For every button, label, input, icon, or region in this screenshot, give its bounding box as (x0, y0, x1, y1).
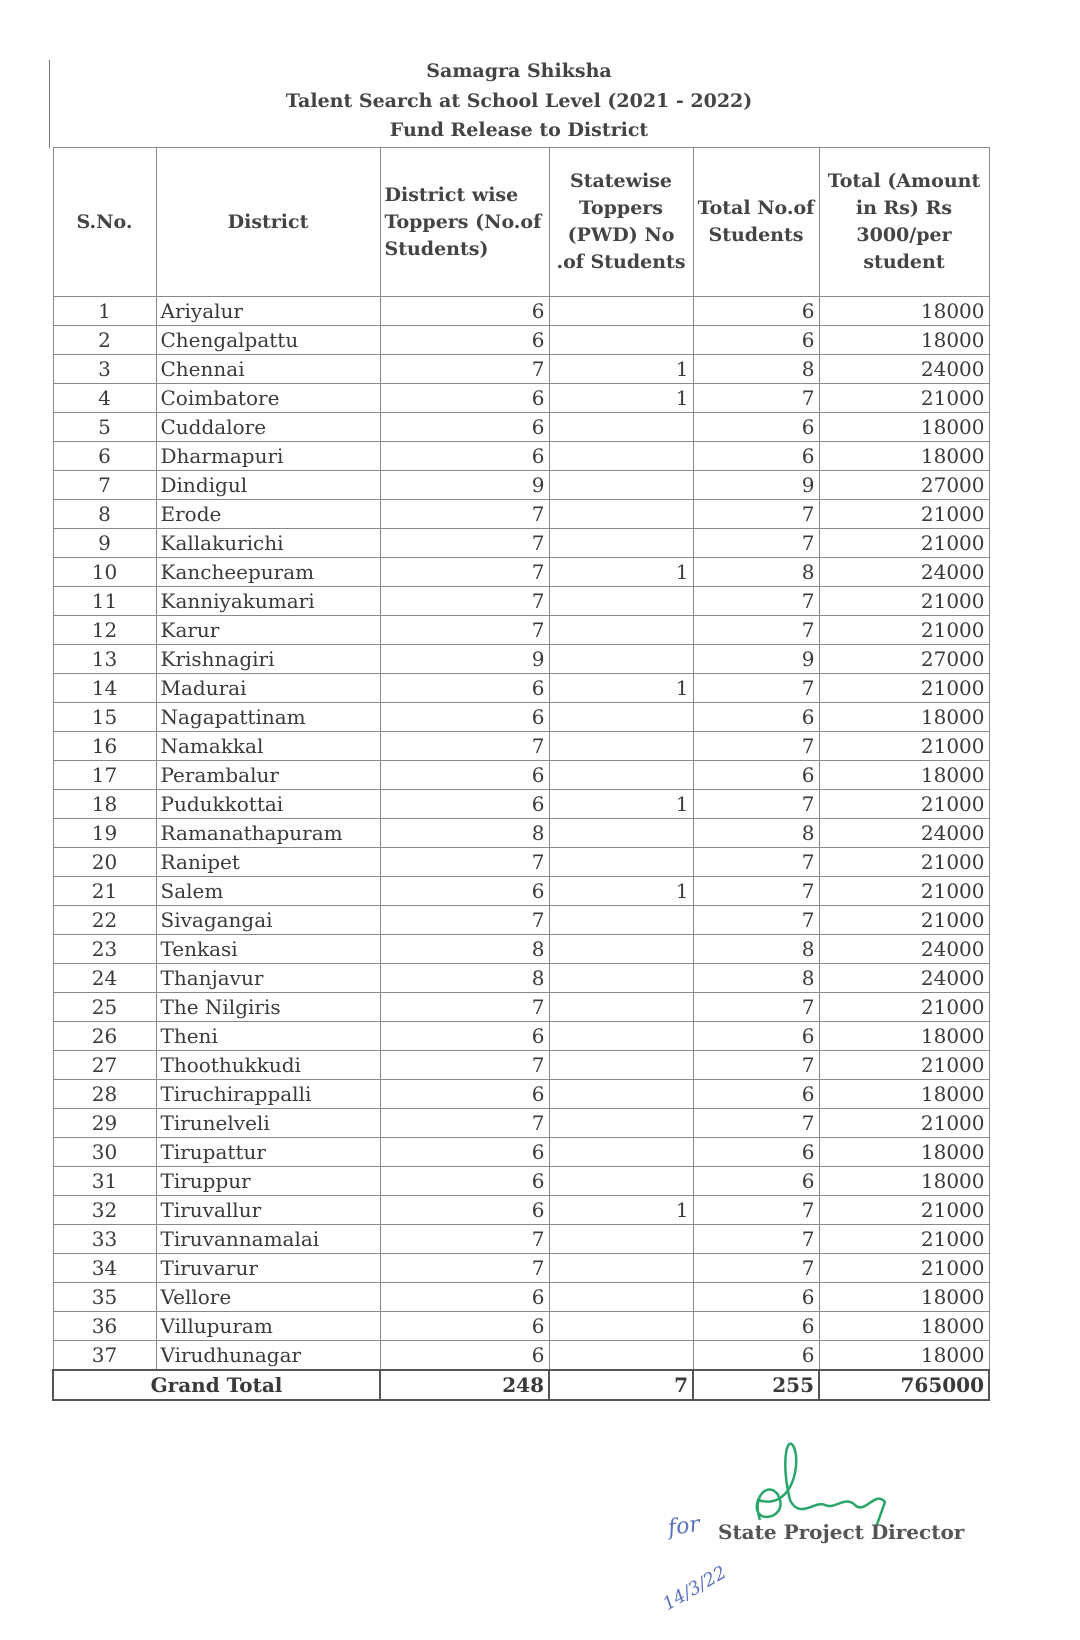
row-amount: 24000 (819, 964, 989, 993)
row-district: Tenkasi (156, 935, 380, 964)
row-total-students: 6 (693, 1022, 819, 1051)
row-amount: 27000 (819, 645, 989, 674)
row-sno: 9 (53, 529, 156, 558)
table-row (53, 355, 989, 384)
row-amount: 18000 (819, 703, 989, 732)
table-row (53, 1022, 989, 1051)
row-statewise-toppers (549, 819, 693, 848)
table-row (53, 1312, 989, 1341)
row-district-toppers: 6 (380, 1022, 549, 1051)
col-total-amount: Total (Amount in Rs) Rs 3000/per student (819, 148, 989, 297)
row-amount: 21000 (819, 1051, 989, 1080)
row-district: Krishnagiri (156, 645, 380, 674)
row-district: Kanniyakumari (156, 587, 380, 616)
row-statewise-toppers (549, 1312, 693, 1341)
row-amount: 21000 (819, 1225, 989, 1254)
row-statewise-toppers (549, 703, 693, 732)
table-row (53, 326, 989, 355)
row-amount: 18000 (819, 297, 989, 326)
row-statewise-toppers (549, 1109, 693, 1138)
row-amount: 21000 (819, 500, 989, 529)
report-title: Fund Release to District (389, 119, 649, 141)
table-row (53, 1138, 989, 1167)
table-row (53, 703, 989, 732)
row-statewise-toppers (549, 587, 693, 616)
row-sno: 14 (53, 674, 156, 703)
row-total-students: 7 (693, 848, 819, 877)
row-statewise-toppers (549, 906, 693, 935)
row-district-toppers: 6 (380, 384, 549, 413)
row-sno: 32 (53, 1196, 156, 1225)
row-total-students: 7 (693, 1196, 819, 1225)
row-district: Tirunelveli (156, 1109, 380, 1138)
row-sno: 3 (53, 355, 156, 384)
row-district: Namakkal (156, 732, 380, 761)
table-row (53, 1080, 989, 1109)
grand-total-amount: 765000 (819, 1370, 989, 1400)
table-row (53, 674, 989, 703)
row-district-toppers: 6 (380, 442, 549, 471)
row-total-students: 6 (693, 1341, 819, 1371)
row-district: Karur (156, 616, 380, 645)
row-total-students: 7 (693, 906, 819, 935)
table-header-row (53, 148, 989, 297)
row-sno: 28 (53, 1080, 156, 1109)
row-total-students: 7 (693, 790, 819, 819)
row-total-students: 8 (693, 819, 819, 848)
handwritten-date: 14/3/22 (659, 1562, 730, 1615)
row-sno: 23 (53, 935, 156, 964)
table-row (53, 935, 989, 964)
row-total-students: 6 (693, 703, 819, 732)
table-row (53, 877, 989, 906)
table-row (53, 471, 989, 500)
table-row (53, 906, 989, 935)
row-statewise-toppers (549, 935, 693, 964)
row-district: Salem (156, 877, 380, 906)
signatory-designation: State Project Director (718, 1520, 965, 1544)
grand-total-label: Grand Total (53, 1370, 380, 1400)
table-row (53, 993, 989, 1022)
grand-total-row (53, 1370, 989, 1400)
row-total-students: 8 (693, 964, 819, 993)
row-sno: 29 (53, 1109, 156, 1138)
row-sno: 5 (53, 413, 156, 442)
row-amount: 18000 (819, 1022, 989, 1051)
row-amount: 21000 (819, 993, 989, 1022)
row-amount: 21000 (819, 732, 989, 761)
row-statewise-toppers: 1 (549, 1196, 693, 1225)
row-district-toppers: 6 (380, 1080, 549, 1109)
row-total-students: 7 (693, 500, 819, 529)
row-statewise-toppers (549, 1138, 693, 1167)
table-row (53, 1283, 989, 1312)
col-total-students: Total No.of Students (693, 148, 819, 297)
row-district: Tiruvallur (156, 1196, 380, 1225)
row-total-students: 6 (693, 1283, 819, 1312)
row-total-students: 6 (693, 761, 819, 790)
row-total-students: 7 (693, 1051, 819, 1080)
row-district-toppers: 6 (380, 703, 549, 732)
row-total-students: 9 (693, 471, 819, 500)
row-sno: 15 (53, 703, 156, 732)
row-district: Kallakurichi (156, 529, 380, 558)
row-total-students: 7 (693, 1109, 819, 1138)
row-amount: 21000 (819, 384, 989, 413)
row-total-students: 8 (693, 935, 819, 964)
row-district-toppers: 9 (380, 645, 549, 674)
row-district-toppers: 7 (380, 1109, 549, 1138)
row-district-toppers: 7 (380, 1254, 549, 1283)
row-amount: 21000 (819, 790, 989, 819)
col-district-toppers: District wise Toppers (No.of Students) (380, 148, 549, 297)
row-district-toppers: 6 (380, 1283, 549, 1312)
row-total-students: 6 (693, 1138, 819, 1167)
row-statewise-toppers (549, 413, 693, 442)
row-district: Madurai (156, 674, 380, 703)
row-district-toppers: 6 (380, 413, 549, 442)
row-district-toppers: 6 (380, 297, 549, 326)
row-statewise-toppers: 1 (549, 384, 693, 413)
row-district: Thanjavur (156, 964, 380, 993)
table-row (53, 790, 989, 819)
row-sno: 8 (53, 500, 156, 529)
row-sno: 13 (53, 645, 156, 674)
table-row (53, 1051, 989, 1080)
row-statewise-toppers: 1 (549, 355, 693, 384)
row-district: Tiruvannamalai (156, 1225, 380, 1254)
row-district-toppers: 7 (380, 848, 549, 877)
row-statewise-toppers: 1 (549, 558, 693, 587)
scheme-title: Talent Search at School Level (2021 - 2022) (285, 90, 753, 112)
row-amount: 21000 (819, 848, 989, 877)
row-district-toppers: 8 (380, 935, 549, 964)
row-district: Ranipet (156, 848, 380, 877)
row-sno: 17 (53, 761, 156, 790)
row-district-toppers: 7 (380, 1051, 549, 1080)
row-total-students: 8 (693, 558, 819, 587)
table-row (53, 500, 989, 529)
row-amount: 21000 (819, 1196, 989, 1225)
row-total-students: 7 (693, 587, 819, 616)
row-total-students: 7 (693, 877, 819, 906)
row-amount: 27000 (819, 471, 989, 500)
row-statewise-toppers (549, 1167, 693, 1196)
row-sno: 18 (53, 790, 156, 819)
row-district-toppers: 7 (380, 500, 549, 529)
row-amount: 24000 (819, 558, 989, 587)
row-statewise-toppers (549, 1254, 693, 1283)
row-sno: 21 (53, 877, 156, 906)
table-row (53, 587, 989, 616)
row-total-students: 6 (693, 326, 819, 355)
row-district-toppers: 7 (380, 587, 549, 616)
row-amount: 24000 (819, 819, 989, 848)
row-total-students: 6 (693, 442, 819, 471)
row-district: Perambalur (156, 761, 380, 790)
table-row (53, 413, 989, 442)
row-sno: 16 (53, 732, 156, 761)
row-district: Erode (156, 500, 380, 529)
row-statewise-toppers (549, 993, 693, 1022)
row-sno: 19 (53, 819, 156, 848)
grand-total-district: 248 (380, 1370, 549, 1400)
row-district: Ramanathapuram (156, 819, 380, 848)
row-district: Villupuram (156, 1312, 380, 1341)
table-row (53, 848, 989, 877)
row-district: Sivagangai (156, 906, 380, 935)
row-district: Coimbatore (156, 384, 380, 413)
row-statewise-toppers (549, 500, 693, 529)
table-row (53, 964, 989, 993)
row-district-toppers: 8 (380, 819, 549, 848)
row-statewise-toppers (549, 326, 693, 355)
row-sno: 27 (53, 1051, 156, 1080)
row-sno: 30 (53, 1138, 156, 1167)
row-amount: 18000 (819, 1167, 989, 1196)
row-district: Nagapattinam (156, 703, 380, 732)
row-district-toppers: 7 (380, 616, 549, 645)
row-district: Chengalpattu (156, 326, 380, 355)
row-statewise-toppers: 1 (549, 674, 693, 703)
table-row (53, 1196, 989, 1225)
row-district-toppers: 7 (380, 529, 549, 558)
row-amount: 24000 (819, 935, 989, 964)
row-district-toppers: 6 (380, 761, 549, 790)
table-row (53, 384, 989, 413)
row-total-students: 7 (693, 732, 819, 761)
row-sno: 31 (53, 1167, 156, 1196)
row-statewise-toppers (549, 1225, 693, 1254)
col-statewise-toppers: Statewise Toppers (PWD) No .of Students (549, 148, 693, 297)
row-district: Tiruppur (156, 1167, 380, 1196)
row-sno: 35 (53, 1283, 156, 1312)
row-sno: 6 (53, 442, 156, 471)
row-district: Tirupattur (156, 1138, 380, 1167)
row-statewise-toppers (549, 297, 693, 326)
row-amount: 21000 (819, 1254, 989, 1283)
table-row (53, 1341, 989, 1371)
row-district-toppers: 7 (380, 1225, 549, 1254)
row-statewise-toppers (549, 1051, 693, 1080)
row-total-students: 6 (693, 413, 819, 442)
row-district-toppers: 6 (380, 1312, 549, 1341)
row-district: Ariyalur (156, 297, 380, 326)
row-district: Cuddalore (156, 413, 380, 442)
table-row (53, 616, 989, 645)
row-total-students: 6 (693, 1080, 819, 1109)
row-sno: 7 (53, 471, 156, 500)
table-row (53, 558, 989, 587)
row-statewise-toppers (549, 645, 693, 674)
row-statewise-toppers (549, 848, 693, 877)
grand-total-statewise: 7 (549, 1370, 693, 1400)
row-amount: 18000 (819, 413, 989, 442)
table-row (53, 1167, 989, 1196)
row-sno: 11 (53, 587, 156, 616)
table-row (53, 529, 989, 558)
table-row (53, 1109, 989, 1138)
row-sno: 22 (53, 906, 156, 935)
row-sno: 26 (53, 1022, 156, 1051)
row-district-toppers: 7 (380, 558, 549, 587)
row-amount: 18000 (819, 1138, 989, 1167)
row-district: Vellore (156, 1283, 380, 1312)
row-district-toppers: 6 (380, 1196, 549, 1225)
row-district: Dindigul (156, 471, 380, 500)
row-district: Tiruchirappalli (156, 1080, 380, 1109)
row-statewise-toppers (549, 964, 693, 993)
row-statewise-toppers (549, 732, 693, 761)
row-amount: 18000 (819, 1312, 989, 1341)
row-amount: 21000 (819, 906, 989, 935)
row-amount: 18000 (819, 326, 989, 355)
row-sno: 2 (53, 326, 156, 355)
row-statewise-toppers (549, 442, 693, 471)
row-amount: 24000 (819, 355, 989, 384)
table-row (53, 761, 989, 790)
row-statewise-toppers: 1 (549, 790, 693, 819)
row-total-students: 9 (693, 645, 819, 674)
row-total-students: 7 (693, 384, 819, 413)
table-row (53, 297, 989, 326)
row-sno: 20 (53, 848, 156, 877)
row-total-students: 6 (693, 297, 819, 326)
handwritten-for: for (666, 1511, 702, 1542)
row-amount: 18000 (819, 761, 989, 790)
row-amount: 21000 (819, 674, 989, 703)
table-row (53, 1225, 989, 1254)
row-district: Thoothukkudi (156, 1051, 380, 1080)
row-amount: 21000 (819, 1109, 989, 1138)
row-district-toppers: 6 (380, 790, 549, 819)
row-district-toppers: 7 (380, 355, 549, 384)
row-amount: 21000 (819, 529, 989, 558)
table-row (53, 1254, 989, 1283)
row-district: Kancheepuram (156, 558, 380, 587)
table-row (53, 819, 989, 848)
row-amount: 18000 (819, 1283, 989, 1312)
row-sno: 25 (53, 993, 156, 1022)
row-sno: 4 (53, 384, 156, 413)
row-district: Virudhunagar (156, 1341, 380, 1371)
row-sno: 1 (53, 297, 156, 326)
row-amount: 21000 (819, 587, 989, 616)
row-statewise-toppers (549, 471, 693, 500)
row-district-toppers: 8 (380, 964, 549, 993)
row-district-toppers: 6 (380, 1167, 549, 1196)
row-total-students: 6 (693, 1312, 819, 1341)
fund-release-table (52, 147, 990, 1401)
org-title: Samagra Shiksha (426, 60, 612, 82)
row-total-students: 7 (693, 993, 819, 1022)
row-sno: 34 (53, 1254, 156, 1283)
row-district: Chennai (156, 355, 380, 384)
col-sno: S.No. (53, 148, 156, 297)
row-district-toppers: 6 (380, 674, 549, 703)
row-total-students: 7 (693, 616, 819, 645)
row-district: Pudukkottai (156, 790, 380, 819)
row-district-toppers: 6 (380, 877, 549, 906)
row-amount: 18000 (819, 442, 989, 471)
row-district-toppers: 7 (380, 993, 549, 1022)
row-district-toppers: 7 (380, 732, 549, 761)
row-district-toppers: 6 (380, 1341, 549, 1371)
row-total-students: 7 (693, 1254, 819, 1283)
row-district: Dharmapuri (156, 442, 380, 471)
row-district-toppers: 7 (380, 906, 549, 935)
col-district: District (156, 148, 380, 297)
row-total-students: 6 (693, 1167, 819, 1196)
table-row (53, 442, 989, 471)
row-district: Theni (156, 1022, 380, 1051)
row-total-students: 7 (693, 529, 819, 558)
row-statewise-toppers (549, 1022, 693, 1051)
row-statewise-toppers (549, 761, 693, 790)
row-district: Tiruvarur (156, 1254, 380, 1283)
row-sno: 33 (53, 1225, 156, 1254)
row-district-toppers: 6 (380, 1138, 549, 1167)
row-statewise-toppers (549, 1283, 693, 1312)
grand-total-students: 255 (693, 1370, 819, 1400)
row-statewise-toppers (549, 616, 693, 645)
row-amount: 21000 (819, 616, 989, 645)
row-district-toppers: 6 (380, 326, 549, 355)
row-amount: 18000 (819, 1341, 989, 1371)
row-sno: 24 (53, 964, 156, 993)
row-total-students: 8 (693, 355, 819, 384)
row-statewise-toppers (549, 529, 693, 558)
row-total-students: 7 (693, 674, 819, 703)
row-amount: 18000 (819, 1080, 989, 1109)
row-sno: 12 (53, 616, 156, 645)
row-district: The Nilgiris (156, 993, 380, 1022)
row-statewise-toppers (549, 1080, 693, 1109)
row-sno: 36 (53, 1312, 156, 1341)
row-statewise-toppers: 1 (549, 877, 693, 906)
row-statewise-toppers (549, 1341, 693, 1371)
row-sno: 37 (53, 1341, 156, 1371)
row-amount: 21000 (819, 877, 989, 906)
table-row (53, 645, 989, 674)
table-row (53, 732, 989, 761)
row-sno: 10 (53, 558, 156, 587)
row-total-students: 7 (693, 1225, 819, 1254)
row-district-toppers: 9 (380, 471, 549, 500)
